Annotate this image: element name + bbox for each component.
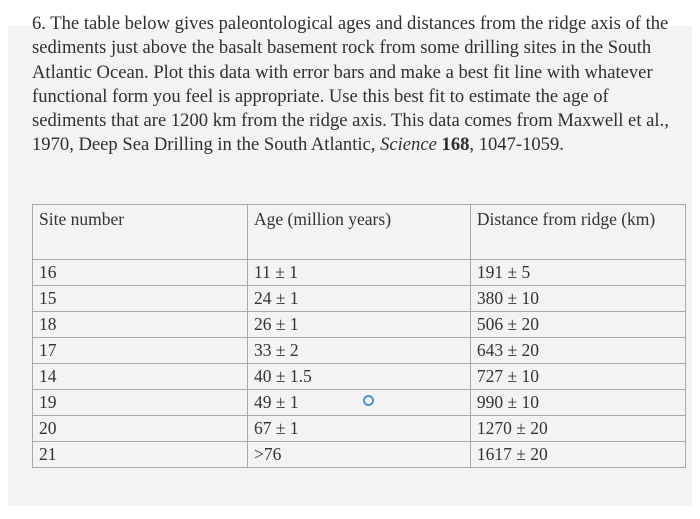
cell-distance: 506 ± 20 bbox=[470, 312, 685, 338]
header-age: Age (million years) bbox=[247, 205, 470, 260]
header-distance: Distance from ridge (km) bbox=[470, 205, 685, 260]
cell-age: 26 ± 1 bbox=[247, 312, 470, 338]
table-row bbox=[33, 338, 686, 364]
problem-text bbox=[32, 12, 672, 158]
table-row bbox=[33, 286, 686, 312]
cell-site: 17 bbox=[33, 338, 248, 364]
cell-site: 16 bbox=[33, 260, 248, 286]
cell-age: 24 ± 1 bbox=[247, 286, 470, 312]
cell-distance: 1270 ± 20 bbox=[470, 416, 685, 442]
journal-pages: , 1047-1059. bbox=[469, 134, 564, 156]
problem-main-text: 6. The table below gives paleontological ages and distances from the ridge axis of the sediments just above the basalt basement rock from some drilling sites in the South Atlantic Ocean. Plot this data with error bars and make a best fit line with whatever functional form you feel is appropriate. Use this best fit to estimate the age of sediments that are 1200 km from the ridge axis. This data comes from Maxwell et al., 1970, Deep Sea Drilling in the South Atlantic, bbox=[32, 13, 669, 156]
cell-age: 40 ± 1.5 bbox=[247, 364, 470, 390]
cell-age: 49 ± 1 bbox=[247, 390, 470, 416]
journal-volume: 168 bbox=[441, 134, 470, 156]
cell-age: 11 ± 1 bbox=[247, 260, 470, 286]
cell-distance: 191 ± 5 bbox=[470, 260, 685, 286]
data-table bbox=[32, 204, 686, 468]
cell-distance: 380 ± 10 bbox=[470, 286, 685, 312]
table-row bbox=[33, 260, 686, 286]
cell-distance: 727 ± 10 bbox=[470, 364, 685, 390]
cell-age: 33 ± 2 bbox=[247, 338, 470, 364]
cell-site: 15 bbox=[33, 286, 248, 312]
cell-site: 19 bbox=[33, 390, 248, 416]
cell-site: 21 bbox=[33, 442, 248, 468]
cursor-marker-icon bbox=[363, 395, 374, 406]
table-row bbox=[33, 364, 686, 390]
cell-distance: 990 ± 10 bbox=[470, 390, 685, 416]
cell-site: 18 bbox=[33, 312, 248, 338]
cell-site: 20 bbox=[33, 416, 248, 442]
cell-distance: 1617 ± 20 bbox=[470, 442, 685, 468]
table-header-row bbox=[33, 205, 686, 260]
table-row bbox=[33, 312, 686, 338]
cell-age: >76 bbox=[247, 442, 470, 468]
table-row bbox=[33, 416, 686, 442]
table-row bbox=[33, 442, 686, 468]
cell-distance: 643 ± 20 bbox=[470, 338, 685, 364]
journal-name: Science bbox=[380, 134, 437, 156]
cell-age: 67 ± 1 bbox=[247, 416, 470, 442]
header-site-number: Site number bbox=[33, 205, 248, 260]
cell-site: 14 bbox=[33, 364, 248, 390]
table-row bbox=[33, 390, 686, 416]
